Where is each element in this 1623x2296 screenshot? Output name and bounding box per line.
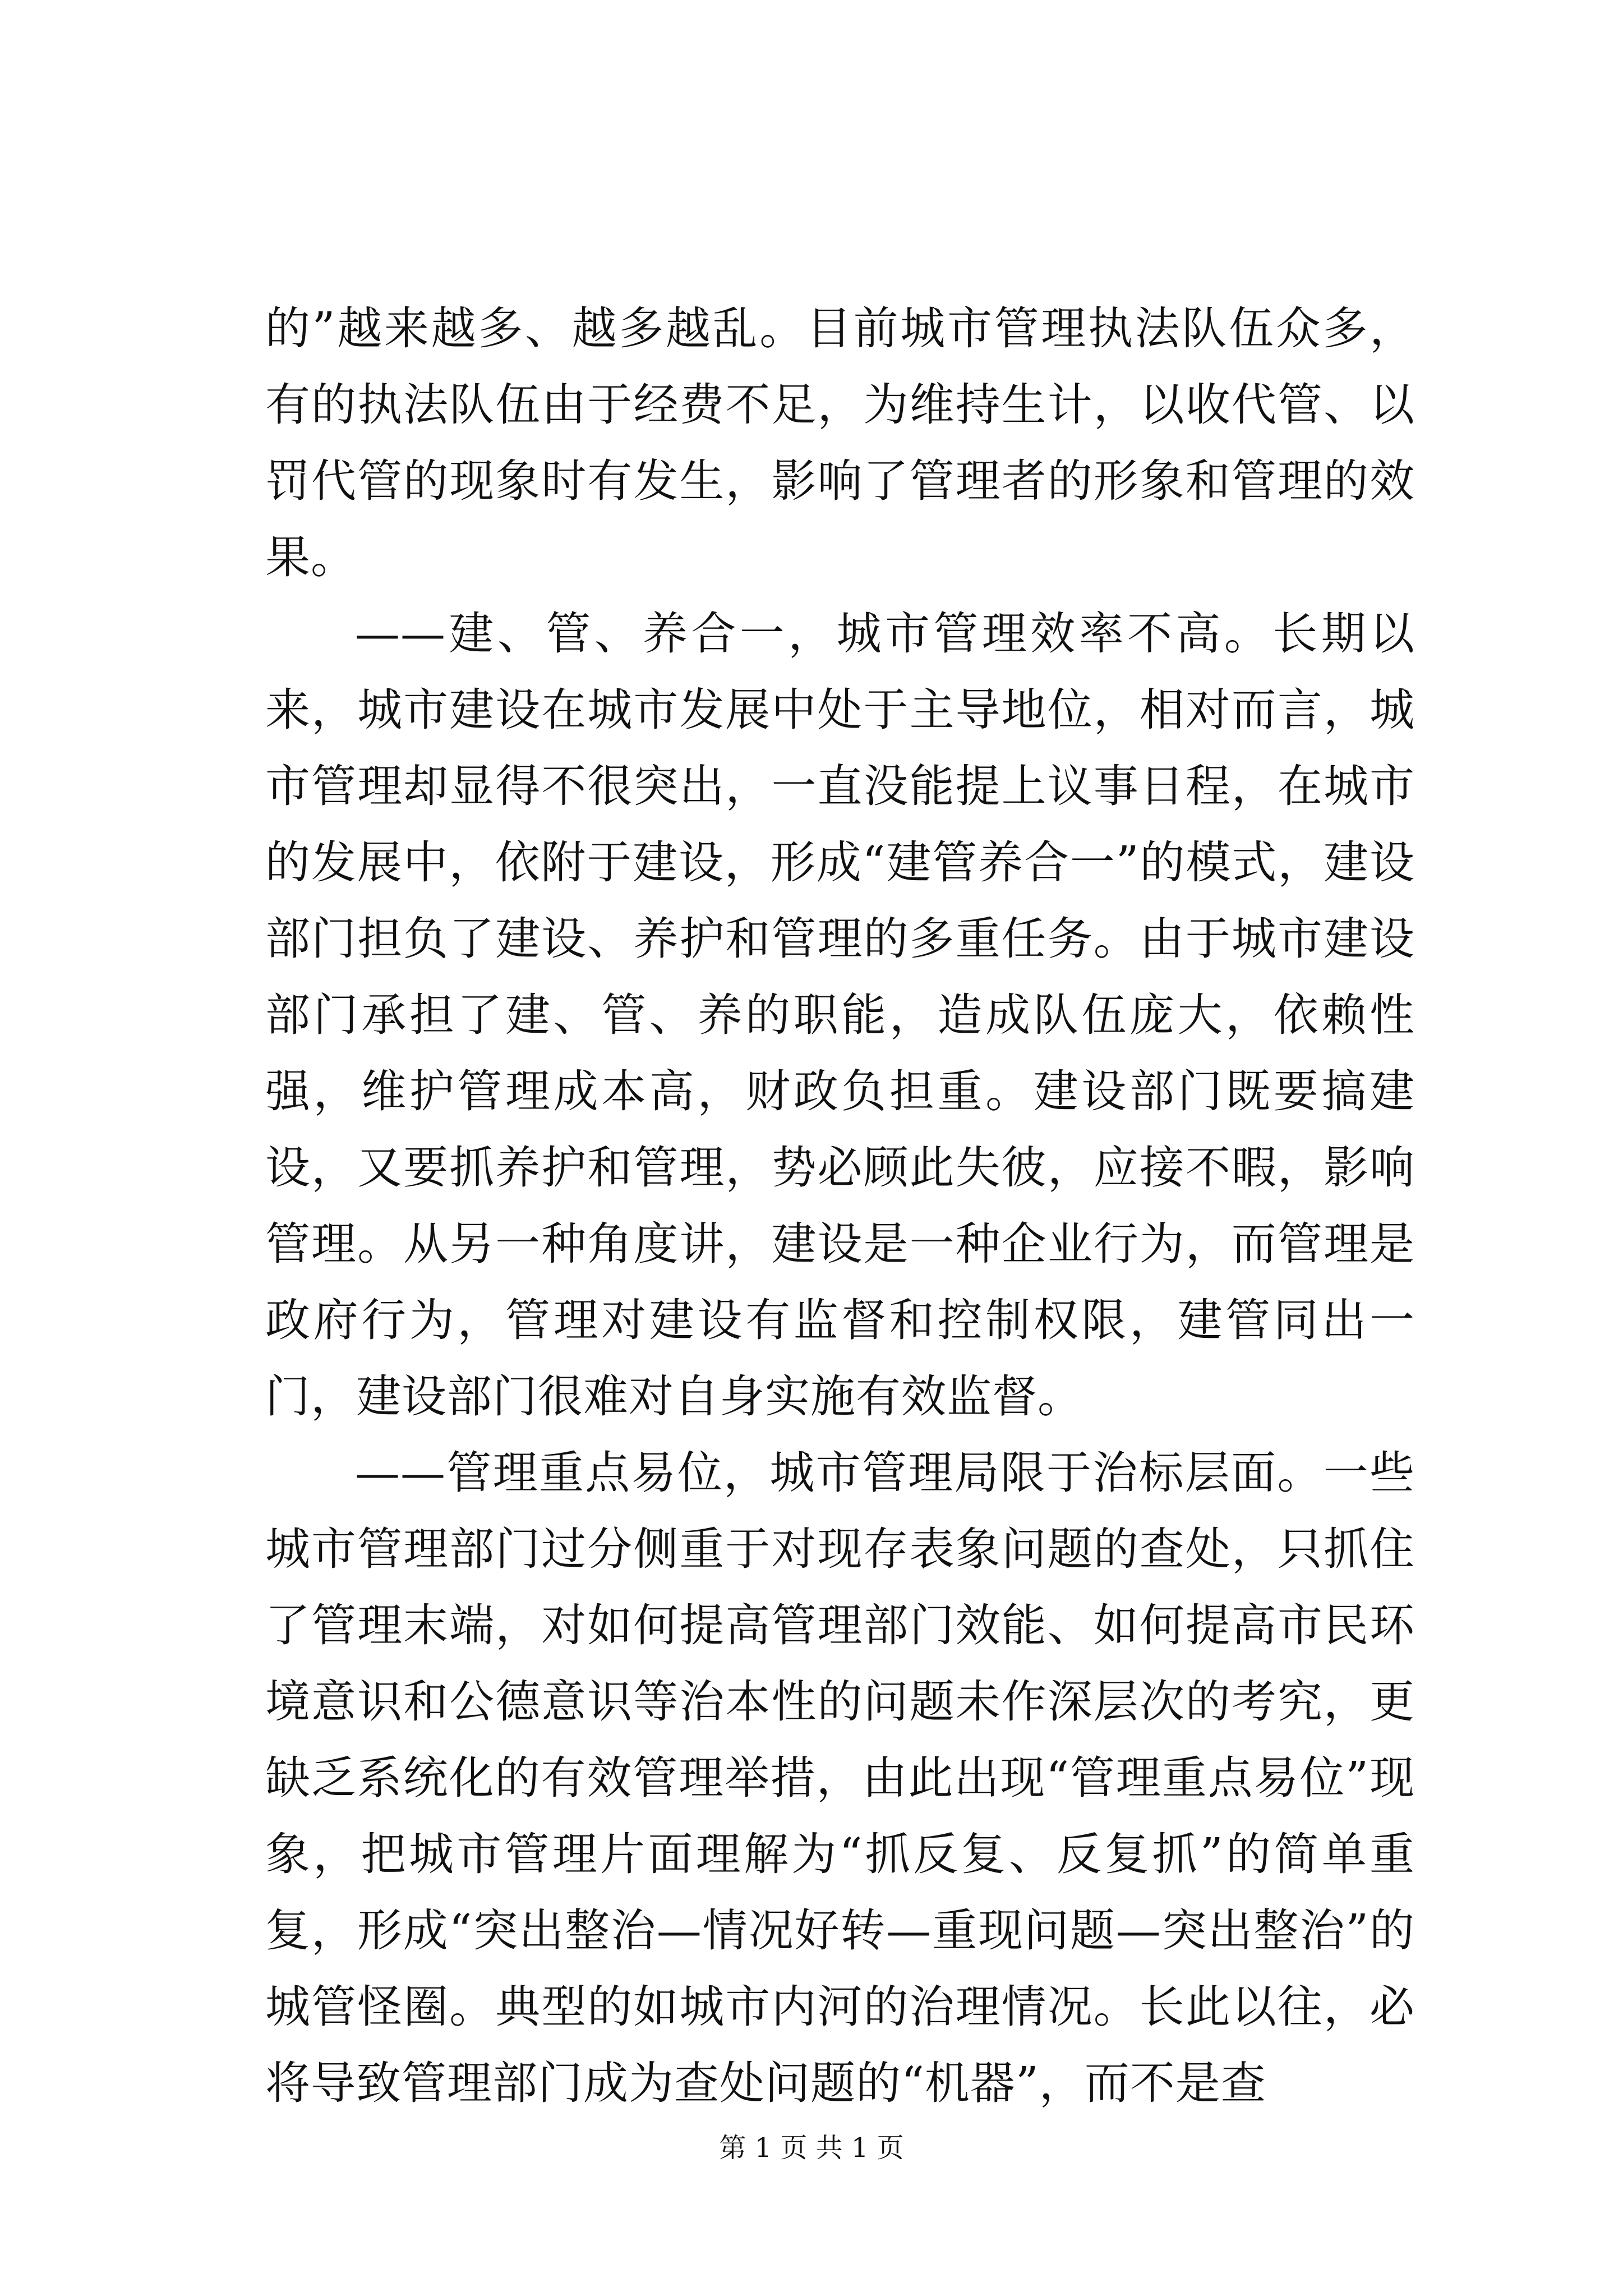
- paragraph-continuation: 的”越来越多、越多越乱。目前城市管理执法队伍众多，有的执法队伍由于经费不足，为维持生计，以收代管、以罚代管的现象时有发生，影响了管理者的形象和管理的效果。: [265, 302, 1415, 583]
- page-footer: 第 1 页 共 1 页: [719, 2132, 904, 2164]
- paragraph-construction-management: ——建、管、养合一，城市管理效率不高。长期以来，城市建设在城市发展中处于主导地位，相对而言，城市管理却显得不很突出，一直没能提上议事日程，在城市的发展中，依附于建设，形成“建管养合一”的模式，建设部门担负了建设、养护和管理的多重任务。由于城市建设部门承担了建、管、养的职能，造成队伍庞大，依赖性强，维护管理成本高，财政负担重。建设部门既要搞建设，又要抓养护和管理，势必顾此失彼，应接不暇，影响管理。从另一种角度讲，建设是一种企业行为，而管理是政府行为，管理对建设有监督和控制权限，建管同出一门，建设部门很难对自身实施有效监督。: [265, 608, 1415, 1423]
- paragraph-management-focus: ——管理重点易位，城市管理局限于治标层面。一些城市管理部门过分侧重于对现存表象问题的查处，只抓住了管理末端，对如何提高管理部门效能、如何提高市民环境意识和公德意识等治本性的问题未作深层次的考究，更缺乏系统化的有效管理举措，由此出现“管理重点易位”现象，把城市管理片面理解为“抓反复、反复抓”的简单重复，形成“突出整治—情况好转—重现问题—突出整治”的城管怪圈。典型的如城市内河的治理情况。长此以往，必将导致管理部门成为查处问题的“机器”，而不是查: [265, 1447, 1415, 2109]
- document-body: [265, 291, 1415, 2122]
